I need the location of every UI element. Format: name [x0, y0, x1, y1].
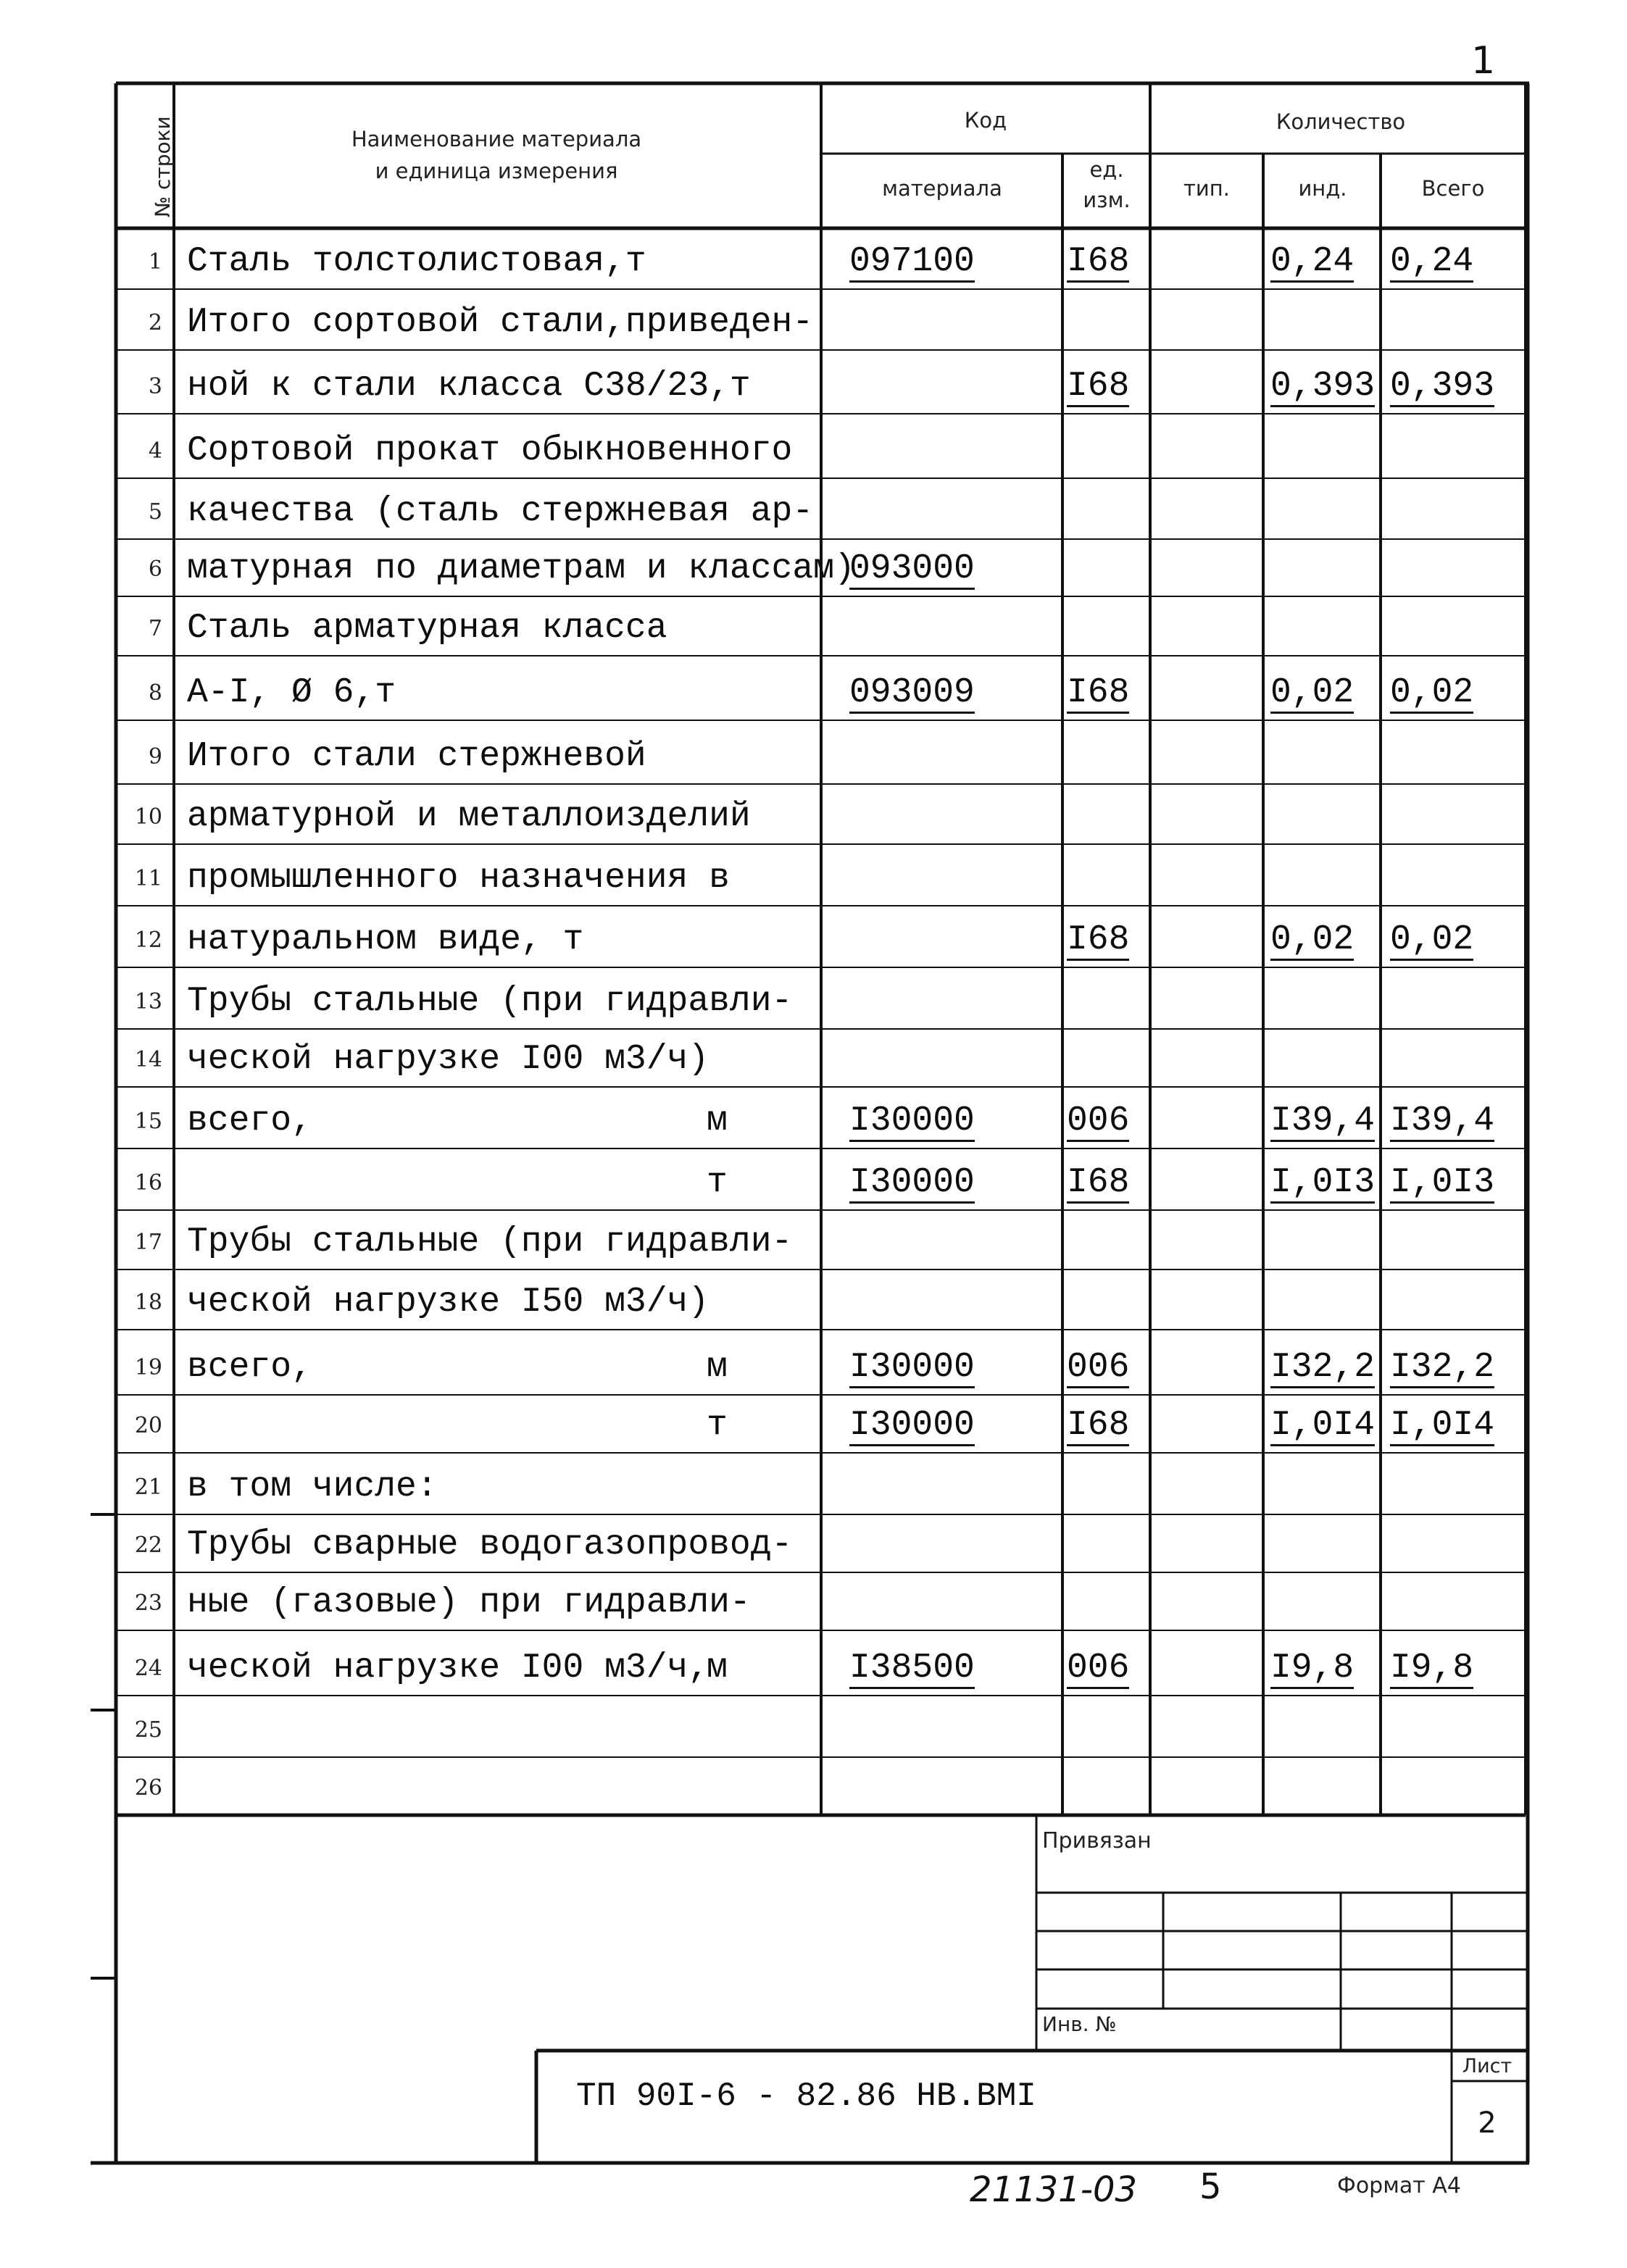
row-number: 21 — [134, 1475, 162, 1500]
unit-code: I68 — [1067, 367, 1130, 406]
header-row-number: № строки — [151, 116, 175, 217]
measure-unit: т — [707, 1163, 728, 1202]
unit-code: I68 — [1067, 673, 1130, 712]
qty-total: 0,393 — [1390, 367, 1495, 406]
row-number: 16 — [134, 1170, 162, 1196]
qty-ind: I,0I3 — [1270, 1163, 1376, 1202]
material-name: Итого сортовой стали,приведен- — [187, 303, 814, 342]
row-number: 10 — [134, 804, 162, 830]
qty-total: I39,4 — [1390, 1101, 1495, 1141]
qty-total: 0,02 — [1390, 920, 1474, 959]
material-name: ные (газовые) при гидравли- — [187, 1583, 751, 1622]
row-number: 18 — [134, 1290, 162, 1315]
qty-ind: I32,2 — [1270, 1348, 1376, 1387]
measure-unit: м — [707, 1101, 728, 1141]
row-number: 14 — [134, 1047, 162, 1072]
unit-code: 006 — [1067, 1101, 1130, 1141]
row-number: 8 — [148, 680, 162, 706]
row-number: 6 — [148, 556, 162, 582]
row-number: 20 — [134, 1413, 162, 1438]
qty-ind: I39,4 — [1270, 1101, 1376, 1141]
header-unit-line2: изм. — [1083, 188, 1131, 212]
unit-code: I68 — [1067, 1406, 1130, 1445]
qty-ind: I9,8 — [1270, 1648, 1355, 1688]
format-label: Формат А4 — [1337, 2173, 1461, 2198]
header-total: Всего — [1421, 176, 1485, 201]
qty-total: 0,02 — [1390, 673, 1474, 712]
material-name: в том числе: — [187, 1467, 438, 1506]
material-code: I30000 — [849, 1348, 975, 1387]
material-name: промышленного назначения в — [187, 859, 730, 898]
qty-ind: 0,02 — [1270, 920, 1355, 959]
unit-code: I68 — [1067, 242, 1130, 281]
row-number: 12 — [134, 927, 162, 953]
header-material: материала — [882, 176, 1002, 201]
header-code: Код — [964, 108, 1007, 133]
qty-total: I9,8 — [1390, 1648, 1474, 1688]
header-name-line2: и единица измерения — [375, 159, 618, 183]
qty-ind: 0,02 — [1270, 673, 1355, 712]
corner-mark: 1 — [1471, 39, 1496, 83]
row-number: 22 — [134, 1533, 162, 1558]
row-number: 19 — [134, 1355, 162, 1380]
qty-ind: 0,393 — [1270, 367, 1376, 406]
material-name: Трубы стальные (при гидравли- — [187, 982, 793, 1021]
header-name-line1: Наименование материала — [351, 127, 642, 151]
material-name: ческой нагрузке I00 м3/ч, — [187, 1648, 710, 1688]
material-name: матурная по диаметрам и классам) — [187, 549, 855, 588]
header-quantity: Количество — [1276, 109, 1406, 134]
qty-ind: I,0I4 — [1270, 1406, 1376, 1445]
material-name: Трубы сварные водогазопровод- — [187, 1525, 793, 1564]
material-name: натуральном виде, т — [187, 920, 584, 959]
header-typ: тип. — [1183, 176, 1230, 201]
row-number: 1 — [148, 249, 162, 275]
material-code: 093009 — [849, 673, 975, 712]
unit-code: I68 — [1067, 920, 1130, 959]
row-number: 13 — [134, 989, 162, 1014]
row-number: 3 — [148, 374, 162, 399]
material-name: всего, — [187, 1101, 312, 1141]
material-name: ной к стали класса С38/23,т — [187, 367, 751, 406]
stamp-designation: ТП 90I-6 - 82.86 НВ.ВМI — [576, 2077, 1036, 2115]
unit-code: 006 — [1067, 1348, 1130, 1387]
row-number: 5 — [148, 499, 162, 525]
qty-ind: 0,24 — [1270, 242, 1355, 281]
unit-code: I68 — [1067, 1163, 1130, 1202]
material-name: Трубы стальные (при гидравли- — [187, 1222, 793, 1262]
measure-unit: м — [707, 1648, 728, 1688]
row-number: 9 — [148, 744, 162, 770]
row-number: 11 — [134, 866, 162, 891]
stamp-sheet-number: 2 — [1478, 2106, 1497, 2140]
measure-unit: м — [707, 1348, 728, 1387]
material-name: всего, — [187, 1348, 312, 1387]
qty-total: I,0I3 — [1390, 1163, 1495, 1202]
header-unit-line1: ед. — [1089, 157, 1124, 182]
row-number: 7 — [148, 616, 162, 641]
material-code: I38500 — [849, 1648, 975, 1688]
row-number: 26 — [134, 1775, 162, 1801]
material-code: I30000 — [849, 1163, 975, 1202]
qty-total: I,0I4 — [1390, 1406, 1495, 1445]
material-name: ческой нагрузке I50 м3/ч) — [187, 1283, 710, 1322]
material-code: I30000 — [849, 1101, 975, 1141]
stamp-sheet-label: Лист — [1462, 2055, 1512, 2077]
measure-unit: т — [707, 1406, 728, 1445]
material-name: Сталь толстолистовая,т — [187, 242, 646, 281]
row-number: 25 — [134, 1717, 162, 1743]
material-name: Сталь арматурная класса — [187, 609, 667, 648]
stamp-inv-label: Инв. № — [1042, 2012, 1117, 2036]
unit-code: 006 — [1067, 1648, 1130, 1688]
row-number: 17 — [134, 1230, 162, 1255]
material-name: качества (сталь стержневая ар- — [187, 492, 814, 531]
material-name: арматурной и металлоизделий — [187, 797, 751, 836]
row-number: 2 — [148, 310, 162, 335]
row-number: 4 — [148, 438, 162, 464]
material-name: ческой нагрузке I00 м3/ч) — [187, 1040, 710, 1079]
material-code: 097100 — [849, 242, 975, 281]
material-name: Сортовой прокат обыкновенного — [187, 431, 793, 470]
header-ind: инд. — [1298, 176, 1347, 201]
material-name: А-I, Ø 6,т — [187, 673, 396, 712]
material-name: Итого стали стержневой — [187, 737, 646, 776]
row-number: 24 — [134, 1656, 162, 1681]
qty-total: I32,2 — [1390, 1348, 1495, 1387]
archive-number: 21131-03 — [970, 2169, 1138, 2210]
material-code: I30000 — [849, 1406, 975, 1445]
material-code: 093000 — [849, 549, 975, 588]
qty-total: 0,24 — [1390, 242, 1474, 281]
row-number: 23 — [134, 1590, 162, 1616]
page-number: 5 — [1199, 2167, 1222, 2207]
stamp-linked-label: Привязан — [1042, 1828, 1152, 1854]
row-number: 15 — [134, 1109, 162, 1134]
